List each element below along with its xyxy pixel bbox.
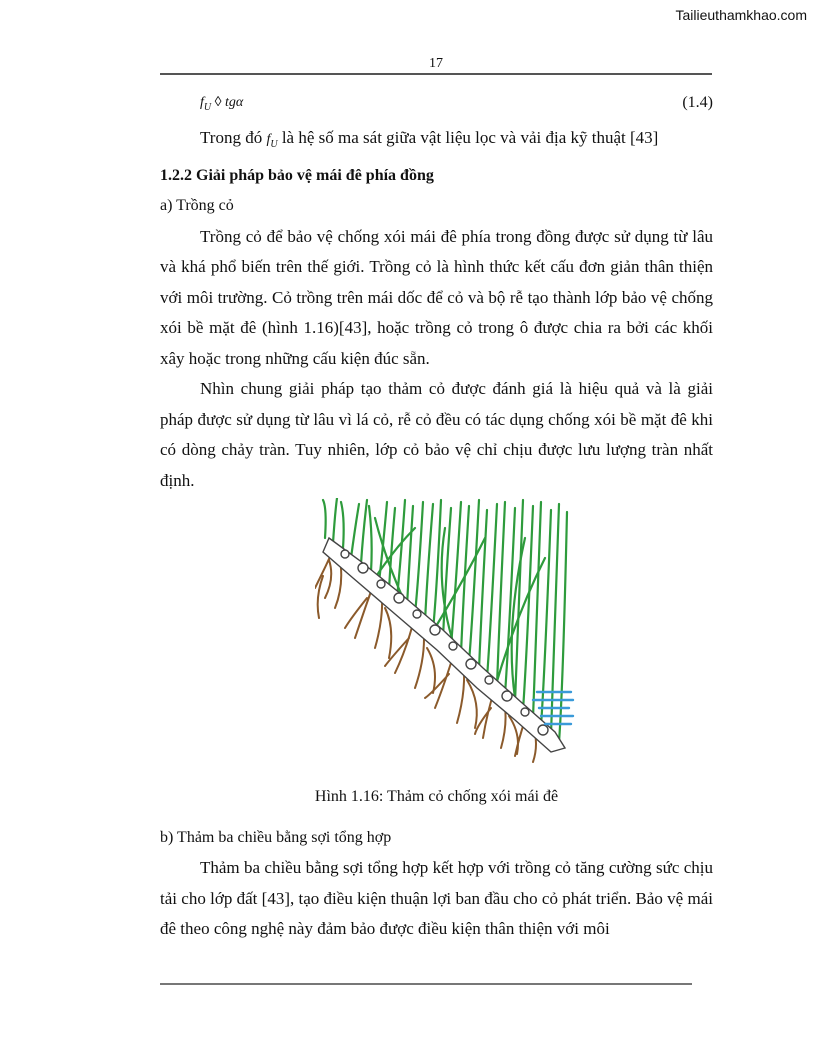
site-watermark: Tailieuthamkhao.com (675, 7, 807, 23)
paragraph-grass-planting: Trồng cỏ để bảo vệ chống xói mái đê phía trong đồng được sử dụng từ lâu và khá phổ biến trên thế giới. Trồng cỏ là hình thức kết cấu đơn giản thân thiện với môi trường. Cỏ trồng trên mái dốc để cỏ và bộ rễ tạo thành lớp bảo vệ chống xói bề mặt đê (hình 1.16)[43], hoặc trồng cỏ trong ô được chia ra bởi các khối xây hoặc trong những cấu kiện đúc sẵn. (160, 226, 713, 368)
equation: $f_U$ ◊ tgα (200, 95, 244, 113)
footer-rule (160, 983, 692, 985)
header-rule (160, 73, 712, 75)
rock-layer (323, 538, 565, 752)
equation-number: (1.4) (682, 94, 713, 111)
paragraph-geomat: Thảm ba chiều bằng sợi tổng hợp kết hợp với trồng cỏ tăng cường sức chịu tải cho lớp đất [43], tạo điều kiện thuận lợi ban đầu cho cỏ phát triển. Bảo vệ mái đê theo công nghệ này đảm bảo được điều kiện thân thiện với môi (160, 858, 713, 939)
figure-caption: Hình 1.16: Thảm cỏ chống xói mái đê (314, 788, 559, 806)
page-number: 17 (429, 56, 443, 71)
grass-slope-illustration (315, 498, 575, 764)
figure-grass-slope (160, 498, 713, 813)
page-body (160, 88, 713, 945)
where-line: Trong đó $f_U$ là hệ số ma sát giữa vật liệu lọc và vải địa kỹ thuật [43] (200, 128, 659, 151)
paragraph-grass-evaluation: Nhìn chung giải pháp tạo thảm cỏ được đánh giá là hiệu quả và là giải pháp được sử dụng từ lâu vì lá cỏ, rễ cỏ đều có tác dụng chống xói bề mặt đê khi có dòng chảy tràn. Tuy nhiên, lớp cỏ bảo vệ chỉ chịu được lưu lượng tràn nhất định. (160, 379, 713, 490)
subsection-b-heading: b) Thảm ba chiều bằng sợi tổng hợp (160, 828, 392, 846)
soil-roots (315, 546, 536, 762)
grass-blades (323, 498, 567, 742)
section-heading: 1.2.2 Giải pháp bảo vệ mái đê phía đồng (160, 166, 434, 184)
equation-row (160, 88, 713, 123)
subsection-a-heading: a) Trồng cỏ (160, 197, 234, 215)
